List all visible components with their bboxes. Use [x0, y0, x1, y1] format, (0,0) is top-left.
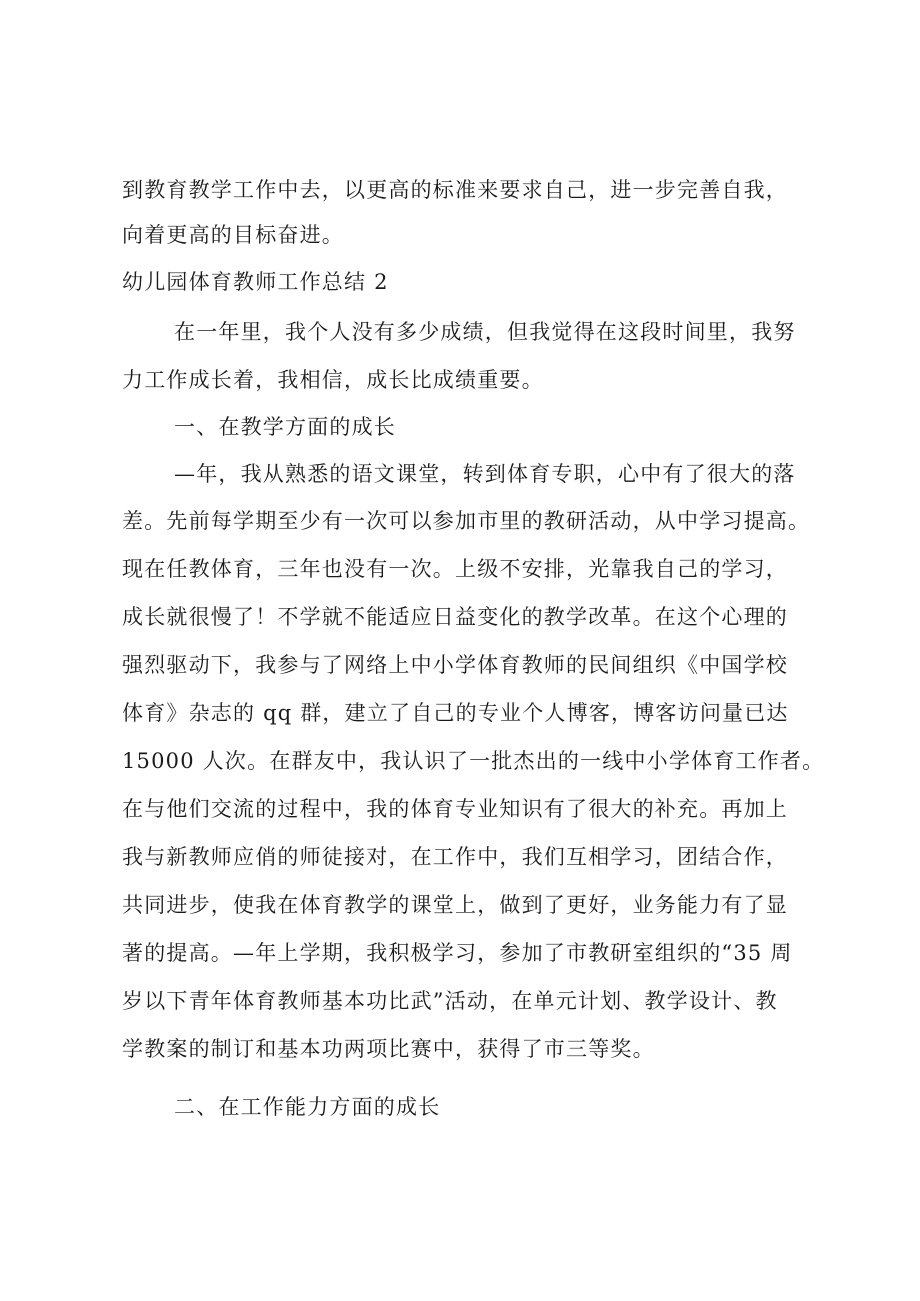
text-line: —年，我从熟悉的语文课堂，转到体育专职，心中有了很大的落 — [174, 462, 796, 486]
subsection-heading: 一、在教学方面的成长 — [174, 415, 396, 439]
text-line: 我与新教师应俏的师徒接对，在工作中，我们互相学习，团结合作， — [122, 845, 788, 869]
text-line: 共同进步，使我在体育教学的课堂上，做到了更好，业务能力有了显 — [122, 893, 788, 917]
text-line: 体育》杂志的 qq 群，建立了自己的专业个人博客，博客访问量已达 — [122, 701, 789, 725]
text-line: 在一年里，我个人没有多少成绩，但我觉得在这段时间里，我努 — [174, 320, 796, 344]
text-line: 差。先前每学期至少有一次可以参加市里的教研活动，从中学习提高。 — [122, 509, 811, 533]
subsection-heading: 二、在工作能力方面的成长 — [174, 1095, 441, 1119]
text-line: 15000 人次。在群友中，我认识了一批杰出的一线中小学体育工作者。 — [122, 749, 825, 773]
text-line: 向着更高的目标奋进。 — [122, 223, 344, 247]
text-line: 成长就很慢了！不学就不能适应日益变化的教学改革。在这个心理的 — [122, 605, 788, 629]
section-heading: 幼儿园体育教师工作总结 2 — [122, 270, 389, 294]
text-line: 在与他们交流的过程中，我的体育专业知识有了很大的补充。再加上 — [122, 797, 788, 821]
text-line: 学教案的制订和基本功两项比赛中，获得了市三等奖。 — [122, 1037, 655, 1061]
text-line: 现在任教体育，三年也没有一次。上级不安排，光靠我自己的学习， — [122, 557, 788, 581]
text-line: 岁以下青年体育教师基本功比武”活动，在单元计划、教学设计、教 — [122, 989, 778, 1013]
text-line: 到教育教学工作中去，以更高的标准来要求自己，进一步完善自我， — [122, 178, 788, 202]
text-line: 著的提高。—年上学期，我积极学习，参加了市教研室组织的“35 周 — [122, 941, 793, 965]
text-line: 强烈驱动下，我参与了网络上中小学体育教师的民间组织《中国学校 — [122, 653, 788, 677]
text-line: 力工作成长着，我相信，成长比成绩重要。 — [122, 368, 544, 392]
